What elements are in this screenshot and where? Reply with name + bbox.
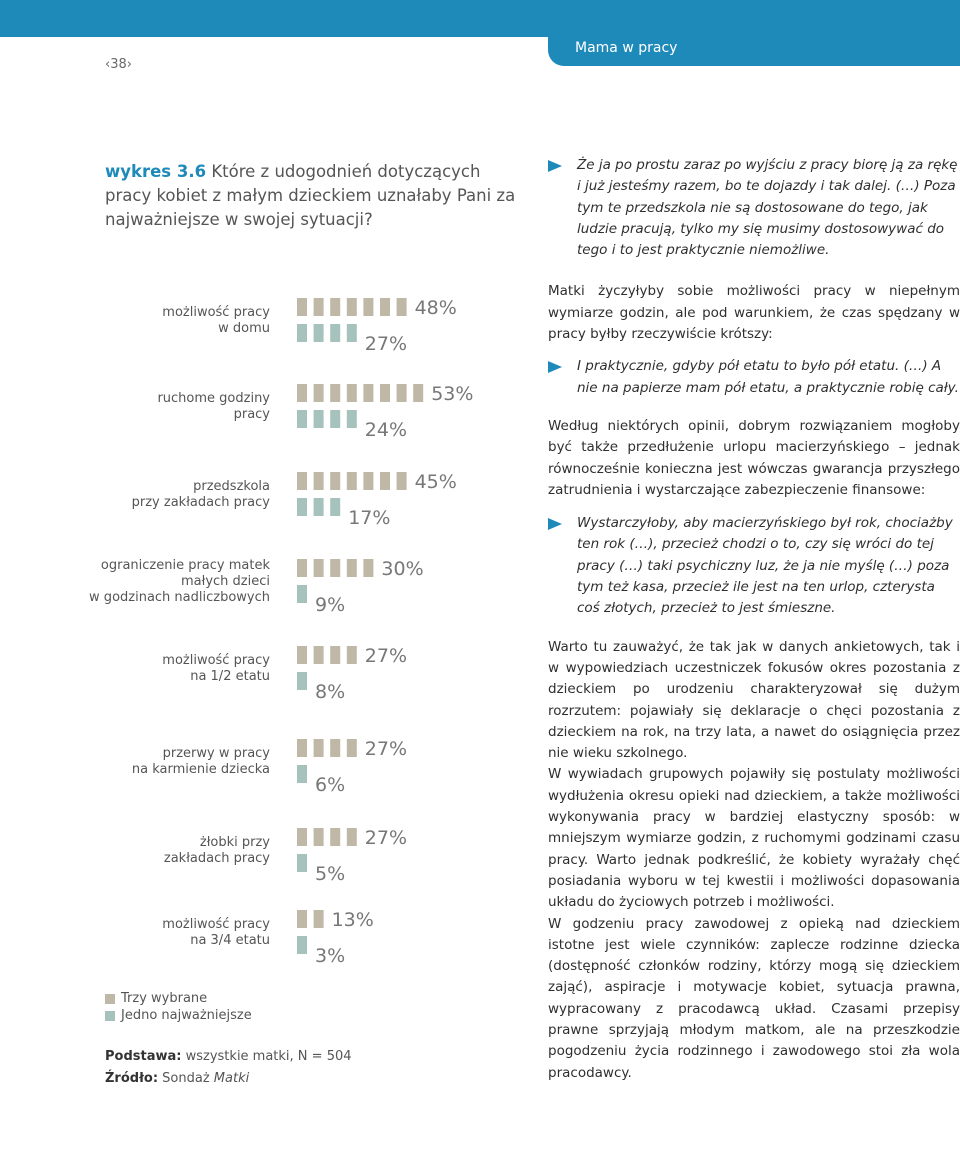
bar-segment xyxy=(380,384,390,402)
quote-1: Że ja po prostu zaraz po wyjściu z pracy biorę ją za rękę i już jesteśmy razem, bo te dojazdy i tak dalej. (…) Poza tym te przedszkola nie są dostosowane do tego, jak ludzie pracują, tylko my się musimy dostosowywać do tego i to jest praktycznie niemożliwe. xyxy=(548,155,960,261)
data-label: 27% xyxy=(364,827,408,849)
legend-label: Trzy wybrane xyxy=(121,991,208,1006)
bar-segment xyxy=(297,910,307,928)
chart-source xyxy=(105,1046,352,1090)
category-label: przy zakładach pracy xyxy=(131,495,270,510)
data-label: 27% xyxy=(364,333,408,355)
bar-segment xyxy=(314,739,324,757)
paragraph-2: Według niektórych opinii, dobrym rozwiązaniem mogłoby być także przedłużenie urlopu macierzyńskiego – jednak równocześnie konieczna jest wówczas gwarancja przyszłego zatrudnienia i wystarczające zabezpieczenie finansowe: xyxy=(548,417,960,498)
data-label: 9% xyxy=(315,594,346,616)
legend-label: Jedno najważniejsze xyxy=(121,1008,252,1023)
category-label: ruchome godziny xyxy=(157,391,270,406)
category-label: pracy xyxy=(233,407,270,422)
data-label: 6% xyxy=(315,774,346,796)
chart-number: wykres 3.6 xyxy=(105,162,207,181)
legend-item-trzy xyxy=(105,990,252,1007)
section-tab xyxy=(548,37,960,66)
bar-segment xyxy=(347,410,357,428)
paragraph-1: Matki życzyłyby sobie możliwości pracy w niepełnym wymiarze godzin, ale pod warunkiem, że czas spędzany w pracy byłby rzeczywiście krótszy: xyxy=(548,283,960,343)
bar-segment xyxy=(363,384,373,402)
paragraph-5: W godzeniu pracy zawodowej z opieką nad dzieckiem istotne jest wiele czynników: zaplecze rodzinne dziecka (dostępność członków rodziny, którzy mogą się dzieckiem zająć), aspiracje i motywacje kobiet, sytuacja prawna, wypracowany z pracodawcą układ. Czasami przepisy prawne sprzyjają młodym matkom, ale na przeszkodzie pogodzeniu życia rodzinnego i zawodowego stoi zła wola pracodawcy. xyxy=(548,915,960,1081)
bar-segment xyxy=(297,559,307,577)
bar-segment xyxy=(297,854,307,872)
chart-legend xyxy=(105,990,252,1024)
data-label: 30% xyxy=(381,558,424,580)
bar-segment xyxy=(297,324,307,342)
bar-segment xyxy=(314,559,324,577)
bar-chart xyxy=(0,280,540,980)
legend-swatch-teal xyxy=(105,1011,115,1021)
category-label: na 3/4 etatu xyxy=(190,933,270,948)
bar-segment xyxy=(330,410,340,428)
data-label: 8% xyxy=(315,681,346,703)
bar-segment xyxy=(314,472,324,490)
bar-segment xyxy=(297,384,307,402)
bar-segment xyxy=(347,472,357,490)
bar-segment xyxy=(297,828,307,846)
bar-segment xyxy=(347,298,357,316)
bar-segment xyxy=(330,324,340,342)
chart-title xyxy=(105,160,525,232)
category-label: możliwość pracy xyxy=(162,917,270,932)
category-label: ograniczenie pracy matek xyxy=(100,558,270,573)
triangle-bullet-icon xyxy=(548,518,562,530)
data-label: 13% xyxy=(331,909,374,931)
section-title: Mama w pracy xyxy=(575,40,678,56)
bar-segment xyxy=(297,298,307,316)
category-label: w godzinach nadliczbowych xyxy=(89,590,270,605)
triangle-bullet-icon xyxy=(548,361,562,373)
bar-segment xyxy=(397,472,407,490)
bar-segment xyxy=(413,384,423,402)
category-label: żłobki przy xyxy=(199,835,270,850)
basis-line: Podstawa: wszystkie matki, N = 504 xyxy=(105,1049,352,1064)
bar-segment xyxy=(397,298,407,316)
bar-segment xyxy=(297,739,307,757)
bar-segment xyxy=(297,498,307,516)
data-label: 27% xyxy=(364,645,408,667)
bar-segment xyxy=(314,410,324,428)
data-label: 5% xyxy=(315,863,346,885)
bar-segment xyxy=(363,298,373,316)
bar-segment xyxy=(347,646,357,664)
bar-segment xyxy=(314,910,324,928)
category-label: na karmienie dziecka xyxy=(131,762,270,777)
bar-segment xyxy=(347,739,357,757)
bar-segment xyxy=(347,828,357,846)
bar-segment xyxy=(314,828,324,846)
bar-segment xyxy=(330,498,340,516)
bar-segment xyxy=(347,384,357,402)
legend-item-jedno xyxy=(105,1007,252,1024)
bar-segment xyxy=(380,298,390,316)
bar-segment xyxy=(297,410,307,428)
chart-question: Które z udogodnień dotyczących pracy kobiet z małym dzieckiem uznałaby Pani za najważniejsze w swojej sytuacji? xyxy=(105,162,516,229)
bar-segment xyxy=(297,936,307,954)
category-label: przedszkola xyxy=(193,479,270,494)
right-column xyxy=(548,155,960,1084)
page-number: ‹38› xyxy=(105,57,132,72)
legend-swatch-beige xyxy=(105,994,115,1004)
bar-segment xyxy=(363,559,373,577)
bar-segment xyxy=(297,472,307,490)
paragraph-3: Warto tu zauważyć, że tak jak w danych ankietowych, tak i w wypowiedziach uczestniczek fokusów okres pozostania z dzieckiem po urodzeniu charakteryzował się dużym rozrzutem: pojawiały się deklaracje o chęci pozostania z dzieckiem na rok, na trzy lata, a nawet do osiągnięcia przez nie wieku szkolnego. xyxy=(548,638,960,762)
paragraph-4: W wywiadach grupowych pojawiły się postulaty możliwości wydłużenia okresu opieki nad dzieckiem, a także możliwości wykonywania pracy w bardziej elastyczny sposób: w mniejszym wymiarze godzin, z ruchomymi godzinami czasu pracy. Warto jednak podkreślić, że kobiety wyrażały chęć posiadania wyboru w tej kwestii i możliwości dopasowania układu do życiowych potrzeb i możliwości. xyxy=(548,766,960,911)
category-label: możliwość pracy xyxy=(162,305,270,320)
header-bar xyxy=(0,0,960,37)
bar-segment xyxy=(330,472,340,490)
bar-segment xyxy=(397,384,407,402)
bar-segment xyxy=(314,324,324,342)
bar-segment xyxy=(297,585,307,603)
bar-segment xyxy=(330,298,340,316)
bar-segment xyxy=(330,646,340,664)
data-label: 3% xyxy=(315,945,346,967)
data-label: 27% xyxy=(364,738,408,760)
category-label: w domu xyxy=(218,321,270,336)
category-label: przerwy w pracy xyxy=(162,746,270,761)
bar-segment xyxy=(314,646,324,664)
bar-segment xyxy=(314,298,324,316)
bar-segment xyxy=(330,559,340,577)
bar-segment xyxy=(297,646,307,664)
data-label: 45% xyxy=(414,471,457,493)
quote-3: Wystarczyłoby, aby macierzyńskiego był rok, chociażby ten rok (…), przecież chodzi o to, czy się wróci do tej pracy (…) taki psychiczny luz, że ja nie myślę (…) poza tym też kasa, przecież ile jest na ten urlop, czterysta coś złotych, przecież to jest śmieszne. xyxy=(548,513,960,619)
data-label: 17% xyxy=(348,507,391,529)
category-label: możliwość pracy xyxy=(162,653,270,668)
quote-2: I praktycznie, gdyby pół etatu to było pół etatu. (…) A nie na papierze mam pół etatu, a praktycznie robię cały. xyxy=(548,356,960,399)
data-label: 24% xyxy=(364,419,408,441)
bar-segment xyxy=(347,324,357,342)
bar-segment xyxy=(330,384,340,402)
bar-segment xyxy=(314,498,324,516)
triangle-bullet-icon xyxy=(548,160,562,172)
category-label: zakładach pracy xyxy=(163,851,270,866)
bar-segment xyxy=(297,672,307,690)
category-label: na 1/2 etatu xyxy=(190,669,270,684)
bar-segment xyxy=(314,384,324,402)
data-label: 53% xyxy=(431,383,474,405)
bar-segment xyxy=(330,828,340,846)
bar-segment xyxy=(363,472,373,490)
bar-segment xyxy=(330,739,340,757)
bar-segment xyxy=(380,472,390,490)
bar-segment xyxy=(297,765,307,783)
bar-segment xyxy=(347,559,357,577)
source-line: Źródło: Sondaż Matki xyxy=(105,1071,250,1086)
category-label: małych dzieci xyxy=(181,574,270,589)
data-label: 48% xyxy=(414,297,457,319)
